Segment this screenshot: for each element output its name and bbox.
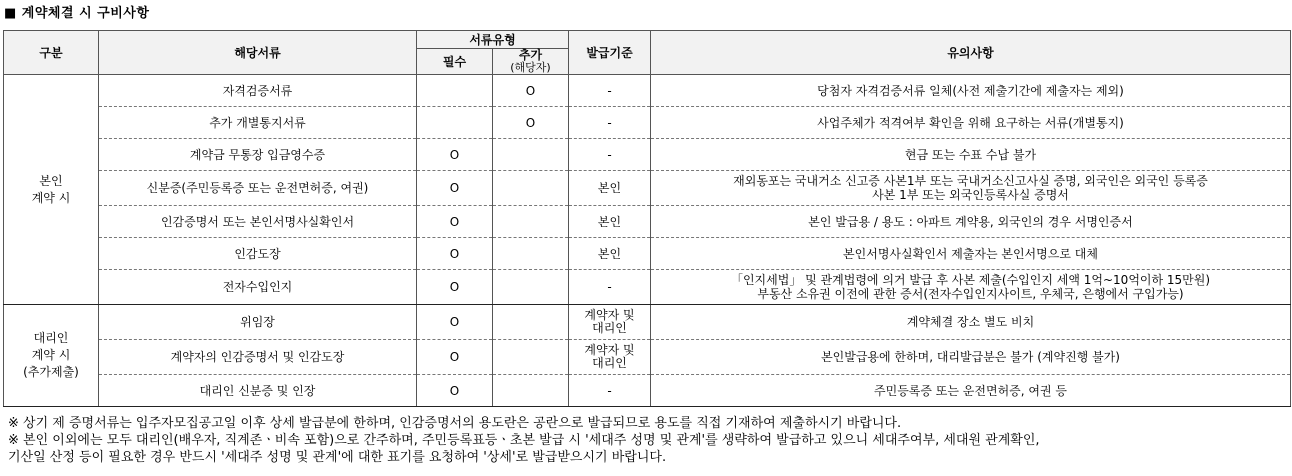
note-line: 주민등록증 또는 운전면허증, 여권 등 (874, 383, 1067, 398)
issue-basis (569, 340, 651, 375)
note-line: 본인 발급용 / 용도 : 아파트 계약용, 외국인의 경우 서명인증서 (808, 214, 1133, 229)
issue-basis: 본인 (569, 171, 651, 206)
header-additional-sub: (해당자) (510, 61, 551, 74)
table-row (4, 238, 1291, 270)
required-mark: O (417, 238, 493, 270)
additional-mark (493, 139, 569, 171)
document-name: 대리인 신분증 및 인장 (99, 375, 417, 407)
header-additional (493, 49, 569, 75)
header-doc-type: 서류유형 (417, 31, 569, 49)
header-issue-basis: 발급기준 (569, 31, 651, 75)
document-name: 자격검증서류 (99, 75, 417, 107)
table-row (4, 171, 1291, 206)
note (651, 171, 1291, 206)
issue-basis-line: 계약자 및 (584, 343, 635, 357)
table-row (4, 206, 1291, 238)
additional-mark (493, 340, 569, 375)
category-cell (4, 75, 99, 305)
required-mark: O (417, 270, 493, 305)
note-line: 재외동포는 국내거소 신고증 사본1부 또는 국내거소신고사실 증명, 외국인은 외국인 등록증 (733, 174, 1208, 188)
note-line: 「인지세법」 및 관계법령에 의거 발급 후 사본 제출(수입인지 세액 1억~10억이하 15만원) (730, 273, 1211, 287)
issue-basis: - (569, 107, 651, 139)
table-row (4, 305, 1291, 340)
issue-basis-line: 대리인 (592, 356, 627, 370)
header-category: 구분 (4, 31, 99, 75)
document-name: 계약자의 인감증명서 및 인감도장 (99, 340, 417, 375)
table-row (4, 139, 1291, 171)
note-line: 사본 1부 또는 외국인등록사실 증명서 (872, 188, 1069, 202)
document-name: 인감도장 (99, 238, 417, 270)
note-line: 계약체결 장소 별도 비치 (906, 315, 1035, 329)
note (651, 238, 1291, 270)
additional-mark (493, 305, 569, 340)
header-document: 해당서류 (99, 31, 417, 75)
category-line: 계약 시 (31, 190, 71, 205)
required-mark: O (417, 206, 493, 238)
required-mark: O (417, 305, 493, 340)
note (651, 107, 1291, 139)
document-name: 신분증(주민등록증 또는 운전면허증, 여권) (99, 171, 417, 206)
issue-basis: - (569, 139, 651, 171)
footnote-2: ※ 본인 이외에는 모두 대리인(배우자, 직계존ㆍ비속 포함)으로 간주하며, 주민등록표등ㆍ초본 발급 시 '세대주 성명 및 관계'를 생략하여 발급하고 있으니 세대주여부, 세대원 관계확인, (8, 433, 1040, 448)
document-name: 추가 개별통지서류 (99, 107, 417, 139)
footnote-1: ※ 상기 제 증명서류는 입주자모집공고일 이후 상세 발급분에 한하며, 인감증명서의 용도란은 공란으로 발급되므로 용도를 직접 기재하여 제출하시기 바랍니다. (8, 416, 902, 431)
required-mark: O (417, 139, 493, 171)
note (651, 305, 1291, 340)
issue-basis: - (569, 75, 651, 107)
note-line: 현금 또는 수표 수납 불가 (904, 147, 1037, 162)
table-row (4, 75, 1291, 107)
contract-documents-table (3, 30, 1291, 407)
additional-mark (493, 270, 569, 305)
document-name: 위임장 (99, 305, 417, 340)
document-name: 전자수입인지 (99, 270, 417, 305)
note (651, 139, 1291, 171)
issue-basis: 본인 (569, 238, 651, 270)
header-additional-label: 추가 (518, 48, 543, 62)
note-line: 본인서명사실확인서 제출자는 본인서명으로 대체 (843, 246, 1098, 261)
issue-basis: - (569, 270, 651, 305)
issue-basis-line: 계약자 및 (584, 308, 635, 322)
table-row (4, 107, 1291, 139)
document-name: 계약금 무통장 입금영수증 (99, 139, 417, 171)
footnotes (8, 415, 1288, 466)
category-line: 대리인 (33, 331, 69, 345)
document-name: 인감증명서 또는 본인서명사실확인서 (99, 206, 417, 238)
required-mark: O (417, 171, 493, 206)
note-line: 본인발급용에 한하며, 대리발급분은 불가 (계약진행 불가) (821, 350, 1120, 364)
issue-basis-line: 대리인 (592, 321, 627, 335)
issue-basis: 본인 (569, 206, 651, 238)
header-notes: 유의사항 (651, 31, 1291, 75)
footnote-3: 기산일 산정 등이 필요한 경우 반드시 '세대주 성명 및 관계'에 대한 표기를 요청하여 '상세'로 발급받으시기 바랍니다. (8, 450, 667, 465)
note-line: 부동산 소유권 이전에 관한 증서(전자수입인지사이트, 우체국, 은행에서 구입가능) (757, 287, 1184, 301)
required-mark: O (417, 375, 493, 407)
section-title: ■ 계약체결 시 구비사항 (4, 6, 150, 21)
table-row (4, 375, 1291, 407)
note-line: 당첨자 자격검증서류 일체(사전 제출기간에 제출자는 제외) (817, 83, 1124, 98)
additional-mark (493, 171, 569, 206)
additional-mark: O (493, 107, 569, 139)
additional-mark (493, 238, 569, 270)
required-mark (417, 107, 493, 139)
note-line: 사업주체가 적격여부 확인을 위해 요구하는 서류(개별통지) (817, 115, 1124, 130)
table-row (4, 270, 1291, 305)
additional-mark (493, 206, 569, 238)
additional-mark: O (493, 75, 569, 107)
note (651, 206, 1291, 238)
note (651, 340, 1291, 375)
category-line: 계약 시 (31, 348, 71, 362)
category-cell (4, 305, 99, 407)
header-required: 필수 (417, 49, 493, 75)
note (651, 375, 1291, 407)
note (651, 270, 1291, 305)
required-mark (417, 75, 493, 107)
additional-mark (493, 375, 569, 407)
issue-basis: - (569, 375, 651, 407)
required-mark: O (417, 340, 493, 375)
issue-basis (569, 305, 651, 340)
category-line: (추가제출) (23, 365, 79, 379)
category-line: 본인 (39, 173, 63, 188)
note (651, 75, 1291, 107)
table-row (4, 340, 1291, 375)
